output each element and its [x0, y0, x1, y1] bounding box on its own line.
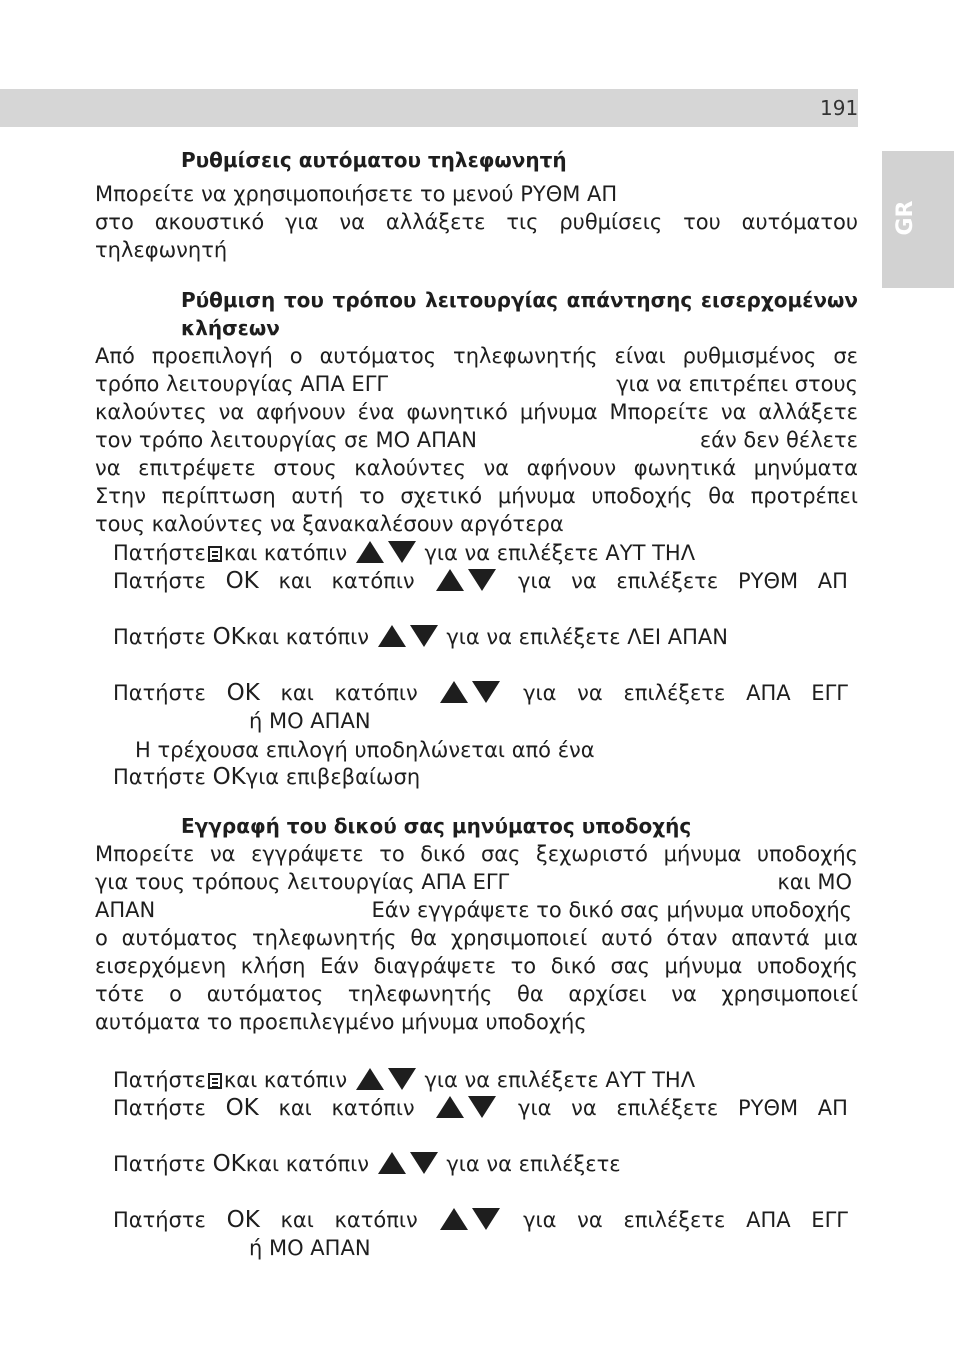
title-line: κλήσεων [181, 316, 280, 340]
arrow-down-icon [388, 541, 416, 563]
ok-key-icon: OK [225, 568, 259, 594]
header-bar [0, 89, 820, 127]
text-line: καλούντες να αφήνουν ένα φωνητικό μήνυμα Μπορείτε να αλλάξετε [95, 400, 858, 424]
text-line: τους καλούντες να ξανακαλέσουν αργότερα [95, 512, 564, 536]
ok-key-icon: OK [212, 1151, 246, 1177]
arrow-down-icon [468, 1096, 496, 1118]
arrow-up-icon [440, 1208, 468, 1230]
arrow-down-icon [468, 569, 496, 591]
arrow-up-icon [356, 1068, 384, 1090]
language-tab [882, 151, 954, 288]
paragraph-answering-intro [95, 180, 858, 264]
section-title-answer-mode [181, 286, 858, 342]
ok-key-icon: OK [226, 680, 260, 706]
text-line: για τους τρόπους λειτουργίας ΑΠΑ ΕΓΓ και ΜΟ [95, 870, 852, 894]
step-1: Πατήστε και κατόπιν για να επιλέξετε ΑΥΤ ΤΗΛ [113, 541, 696, 565]
ok-key-icon: OK [212, 764, 246, 790]
text-line: Από προεπιλογή ο αυτόματος τηλεφωνητής είναι ρυθμισμένος σε [95, 344, 858, 368]
section-title-record-greeting: Εγγραφή του δικού σας μηνύματος υποδοχής [181, 814, 692, 838]
text-line: εισερχόμενη κλήση Εάν διαγράψετε το δικό σας μήνυμα υποδοχής [95, 954, 858, 978]
text-line: στο ακουστικό για να αλλάξετε τις ρυθμίσεις του αυτόματου [95, 210, 858, 234]
text-line: Στην περίπτωση αυτή το σχετικό μήνυμα υποδοχής θα προτρέπει [95, 484, 858, 508]
arrow-up-icon [356, 541, 384, 563]
step-4: Πατήστε OK και κατόπιν για να επιλέξετε ΑΠΑ ΕΓΓ ή ΜΟ ΑΠΑΝ [113, 1207, 848, 1260]
arrow-down-icon [410, 625, 438, 647]
text-line: Μπορείτε να εγγράψετε το δικό σας ξεχωριστό μήνυμα υποδοχής [95, 842, 858, 866]
arrow-down-icon [472, 681, 500, 703]
step-4: Πατήστε OK και κατόπιν για να επιλέξετε ΑΠΑ ΕΓΓ ή ΜΟ ΑΠΑΝ [113, 680, 848, 733]
ok-key-icon: OK [225, 1095, 259, 1121]
text-line: Μπορείτε να χρησιμοποιήσετε το μενού ΡΥΘΜ ΑΠ [95, 182, 618, 206]
page-number: 191 [820, 89, 858, 127]
step-3: Πατήστε OKκαι κατόπιν για να επιλέξετε [113, 1151, 621, 1177]
step-2: Πατήστε OK και κατόπιν για να επιλέξετε ΡΥΘΜ ΑΠ [113, 568, 848, 594]
arrow-up-icon [378, 625, 406, 647]
text-line: τηλεφωνητή [95, 238, 228, 262]
section-title-answering-settings: Ρυθμίσεις αυτόματου τηλεφωνητή [181, 148, 567, 172]
arrow-up-icon [436, 569, 464, 591]
text-line: τότε ο αυτόματος τηλεφωνητής θα αρχίσει να χρησιμοποιεί [95, 982, 858, 1006]
menu-icon [208, 1073, 222, 1089]
text-line: τρόπο λειτουργίας ΑΠΑ ΕΓΓ για να επιτρέπει στους [95, 372, 858, 396]
language-tab-label: GR [893, 200, 918, 236]
text-line: να επιτρέψετε στους καλούντες να αφήνουν φωνητικά μηνύματα [95, 456, 858, 480]
step-3: Πατήστε OKκαι κατόπιν για να επιλέξετε ΛΕΙ ΑΠΑΝ [113, 624, 728, 650]
arrow-down-icon [472, 1208, 500, 1230]
ok-key-icon: OK [226, 1207, 260, 1233]
arrow-up-icon [440, 681, 468, 703]
step-6: Πατήστε OKγια επιβεβαίωση [113, 764, 421, 790]
step-1: Πατήστε και κατόπιν για να επιλέξετε ΑΥΤ ΤΗΛ [113, 1068, 696, 1092]
arrow-up-icon [436, 1096, 464, 1118]
ok-key-icon: OK [212, 624, 246, 650]
arrow-up-icon [378, 1152, 406, 1174]
arrow-down-icon [410, 1152, 438, 1174]
paragraph-answer-mode [95, 342, 858, 538]
paragraph-record-greeting [95, 840, 858, 1036]
text-line: ο αυτόματος τηλεφωνητής θα χρησιμοποιεί αυτό όταν απαντά μια [95, 926, 858, 950]
menu-icon [208, 546, 222, 562]
title-line: Ρύθμιση του τρόπου λειτουργίας απάντησης εισερχομένων [181, 288, 858, 312]
step-5-note: Η τρέχουσα επιλογή υποδηλώνεται από ένα [135, 738, 595, 762]
step-2: Πατήστε OK και κατόπιν για να επιλέξετε ΡΥΘΜ ΑΠ [113, 1095, 848, 1121]
arrow-down-icon [388, 1068, 416, 1090]
text-line: ΑΠΑΝ Εάν εγγράψετε το δικό σας μήνυμα υποδοχής [95, 898, 852, 922]
text-line: αυτόματα το προεπιλεγμένο μήνυμα υποδοχής [95, 1010, 587, 1034]
text-line: τον τρόπο λειτουργίας σε ΜΟ ΑΠΑΝ εάν δεν θέλετε [95, 428, 858, 452]
